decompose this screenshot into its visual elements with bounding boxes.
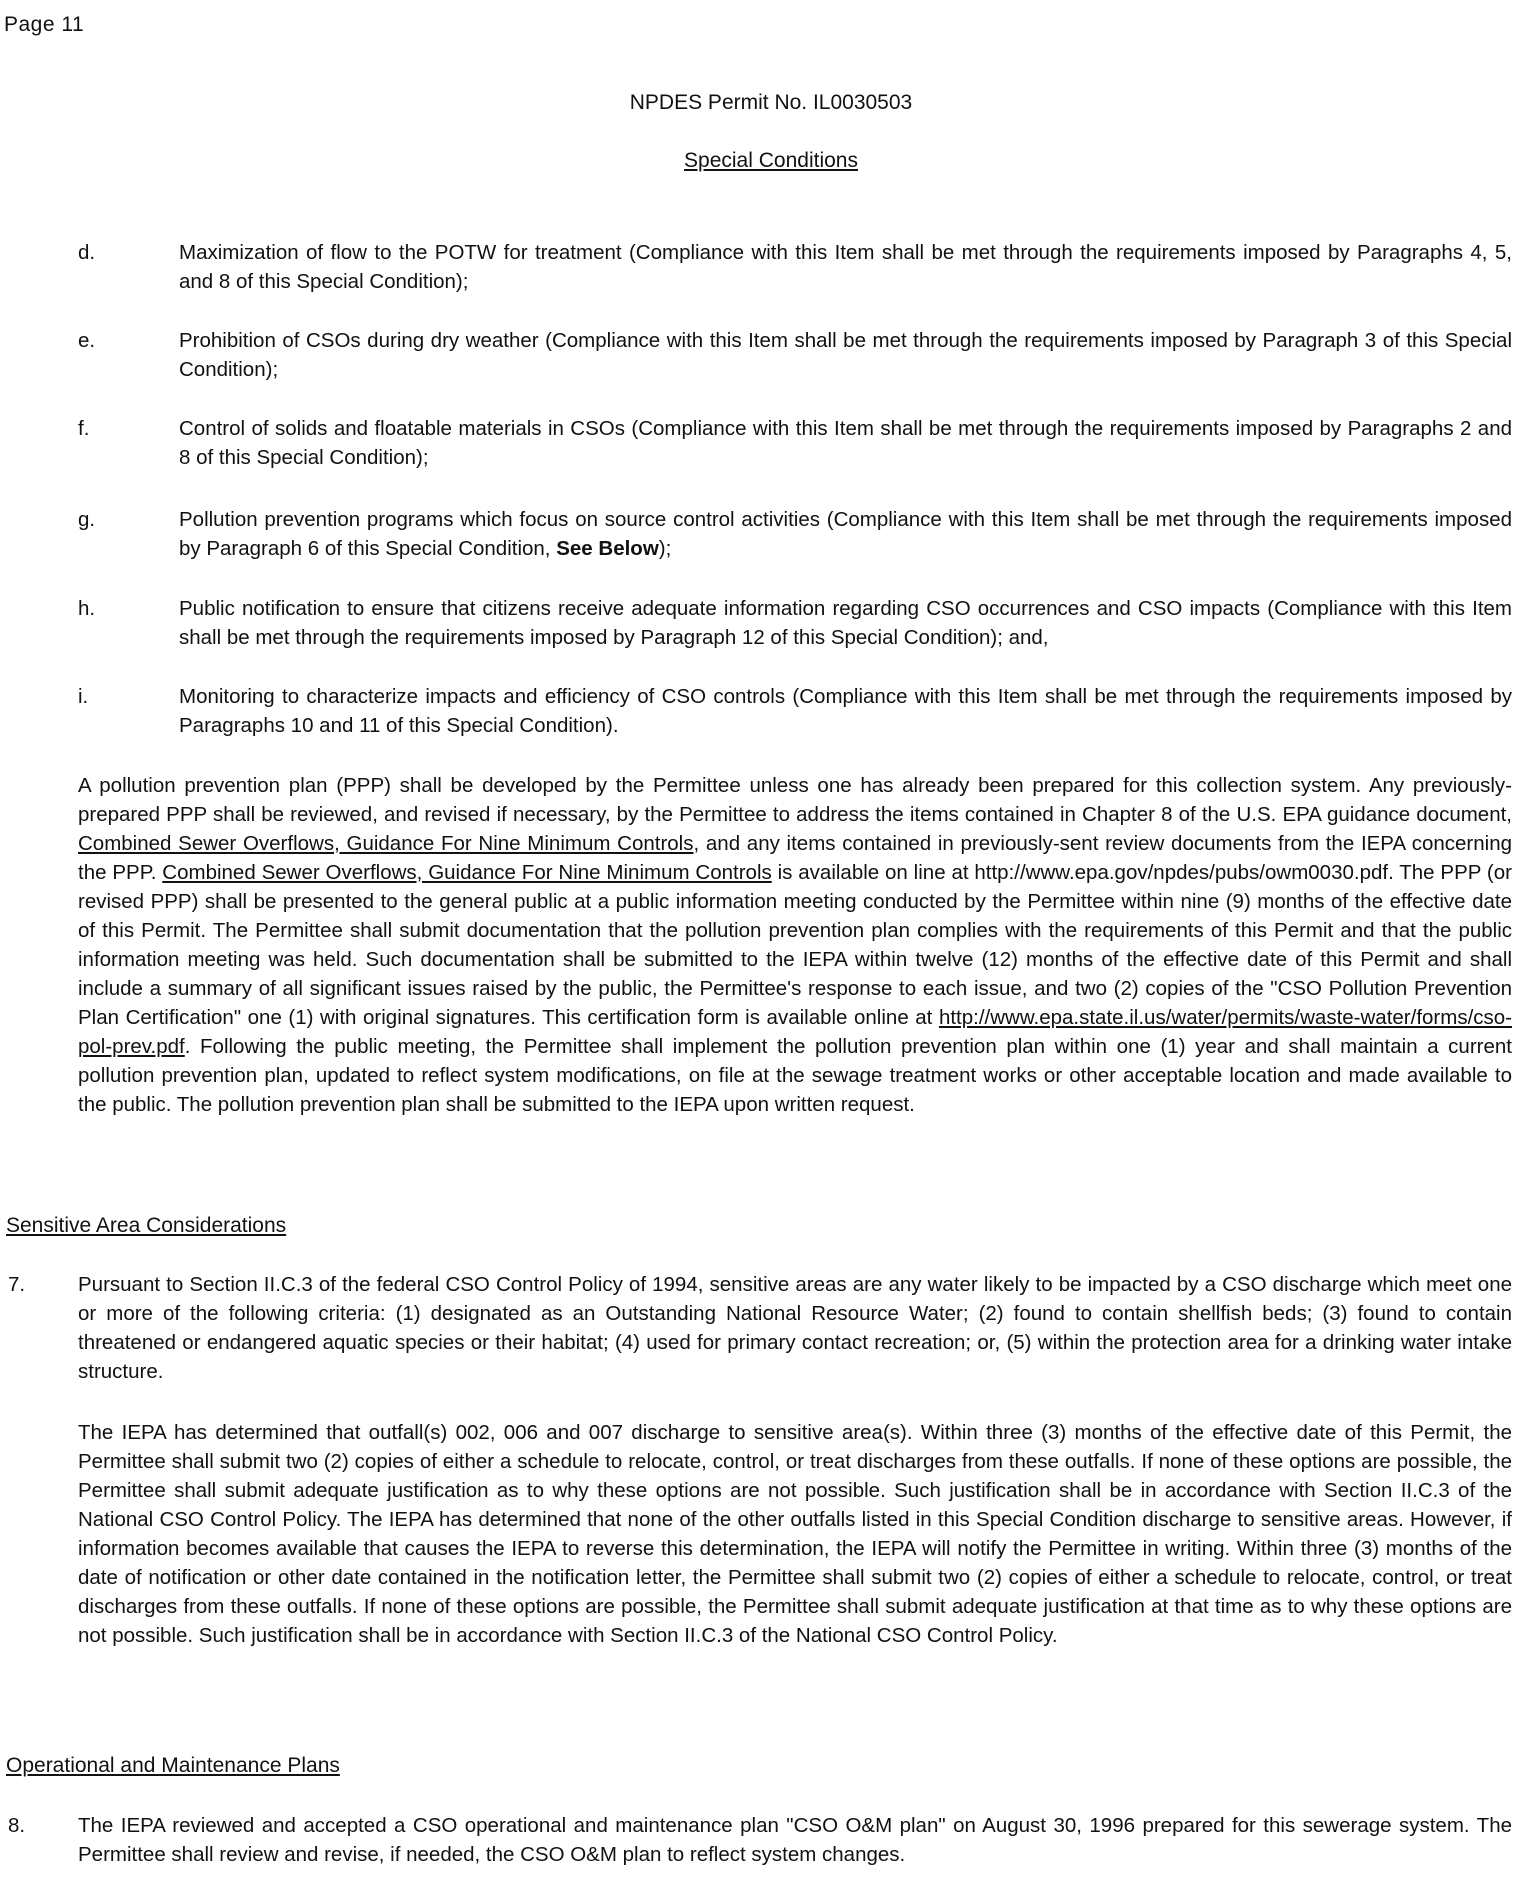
item-text: Public notification to ensure that citizens receive adequate information regarding CSO occurrences and CSO impacts (Compliance with this Item shall be met through the requirements imposed by Paragraph 12 of this Special Condition); and, (179, 597, 1512, 649)
section-heading-om-plans: Operational and Maintenance Plans (6, 1754, 340, 1777)
sensitive-areas-determination-paragraph: The IEPA has determined that outfall(s) 002, 006 and 007 discharge to sensitive area(s). Within three (3) months of the effective date of this Permit, the Permittee shall submit two (2) copies of either a schedule to relocate, control, or treat discharges from these outfalls. If none of these options are possible, the Permittee shall submit adequate justification as to why these options are not possible. Such justification shall be in accordance with Section II.C.3 of the National CSO Control Policy. The IEPA has determined that none of the other outfalls listed in this Special Condition discharge to sensitive areas. However, if information becomes available that causes the IEPA to reverse this determination, the IEPA will notify the Permittee in writing. Within three (3) months of the date of notification or other date contained in the notification letter, the Permittee shall submit two (2) copies of either a schedule to relocate, control, or treat discharges from these outfalls. If none of these options are possible, the Permittee shall submit adequate justification at that time as to why these options are not possible. Such justification shall be in accordance with Section II.C.3 of the National CSO Control Policy. (78, 1421, 1512, 1647)
item-text (179, 505, 1512, 563)
item-label: d. (78, 241, 96, 264)
item-text: Maximization of flow to the POTW for treatment (Compliance with this Item shall be met through the requirements imposed by Paragraphs 4, 5, and 8 of this Special Condition); (179, 241, 1512, 293)
item-text: The IEPA reviewed and accepted a CSO operational and maintenance plan "CSO O&M plan" on August 30, 1996 prepared for this sewerage system. The Permittee shall review and revise, if needed, the CSO O&M plan to reflect system changes. (78, 1814, 1512, 1866)
item-text-main: Pollution prevention programs which focus on source control activities (Compliance with this Item shall be met through the requirements imposed by Paragraph 6 of this Special Condition, (179, 508, 1512, 560)
ppp-text-1: A pollution prevention plan (PPP) shall be developed by the Permittee unless one has already been prepared for this collection system. Any previously-prepared PPP shall be reviewed, and revised if necessary, by the Permittee to address the items contained in Chapter 8 of the U.S. EPA guidance document, (78, 774, 1512, 826)
item-label: h. (78, 597, 96, 620)
section-heading-sensitive-areas: Sensitive Area Considerations (6, 1214, 287, 1237)
item-text: Monitoring to characterize impacts and efficiency of CSO controls (Compliance with this Item shall be met through the requirements imposed by Paragraphs 10 and 11 of this Special Condition). (179, 685, 1512, 737)
item-number: 7. (8, 1273, 26, 1296)
item-text: Prohibition of CSOs during dry weather (Compliance with this Item shall be met through the requirements imposed by Paragraph 3 of this Special Condition); (179, 329, 1512, 381)
item-label: f. (78, 417, 90, 440)
guidance-document-title-1: Combined Sewer Overflows, Guidance For Nine Minimum Controls (78, 832, 694, 855)
item-label: i. (78, 685, 89, 708)
permit-number-heading: NPDES Permit No. IL0030503 (629, 91, 913, 114)
guidance-document-title-2: Combined Sewer Overflows, Guidance For Nine Minimum Controls (162, 861, 772, 884)
item-text: Control of solids and floatable materials in CSOs (Compliance with this Item shall be met through the requirements imposed by Paragraphs 2 and 8 of this Special Condition); (179, 417, 1512, 469)
pollution-prevention-plan-paragraph (78, 771, 1512, 1119)
page-number: Page 11 (4, 13, 85, 36)
special-conditions-title: Special Conditions (684, 149, 858, 172)
ppp-text-2: , and any items contained in previously-sent review documents from the IEPA concerning the PPP. (78, 832, 1512, 884)
item-text-end: ); (658, 537, 672, 560)
certification-form-link[interactable]: http://www.epa.state.il.us/water/permits/waste-water/forms/cso-pol-prev.pdf (78, 1006, 1512, 1058)
item-number: 8. (8, 1814, 26, 1837)
ppp-text-4: . Following the public meeting, the Permittee shall implement the pollution prevention plan within one (1) year and shall maintain a current pollution prevention plan, updated to reflect system modifications, on file at the sewage treatment works or other acceptable location and made available to the public. The pollution prevention plan shall be submitted to the IEPA upon written request. (78, 1035, 1512, 1116)
see-below-emphasis: See Below (556, 537, 659, 560)
item-text: Pursuant to Section II.C.3 of the federal CSO Control Policy of 1994, sensitive areas are any water likely to be impacted by a CSO discharge which meet one or more of the following criteria: (1) designated as an Outstanding National Resource Water; (2) found to contain shellfish beds; (3) found to contain threatened or endangered aquatic species or their habitat; (4) used for primary contact recreation; or, (5) within the protection area for a drinking water intake structure. (78, 1273, 1512, 1383)
item-label: g. (78, 508, 96, 531)
ppp-text-3: is available on line at http://www.epa.gov/npdes/pubs/owm0030.pdf. The PPP (or revised PPP) shall be presented to the general public at a public information meeting conducted by the Permittee within nine (9) months of the effective date of this Permit. The Permittee shall submit documentation that the pollution prevention plan complies with the requirements of this Permit and that the public information meeting was held. Such documentation shall be submitted to the IEPA within twelve (12) months of the effective date of this Permit and shall include a summary of all significant issues raised by the public, the Permittee's response to each issue, and two (2) copies of the "CSO Pollution Prevention Plan Certification" one (1) with original signatures. This certification form is available online at (78, 861, 1512, 1029)
item-label: e. (78, 329, 96, 352)
